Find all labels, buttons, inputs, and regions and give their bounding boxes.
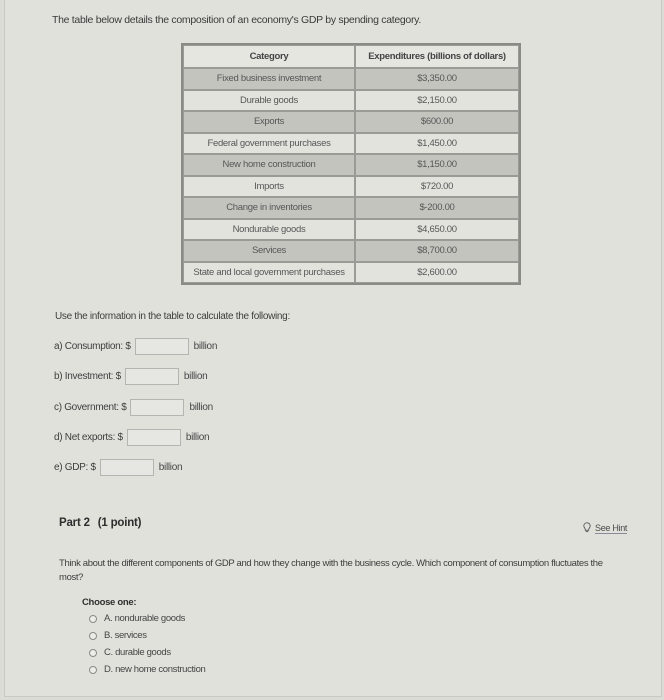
- radio-button[interactable]: [89, 615, 97, 623]
- value-cell: $600.00: [355, 111, 519, 133]
- table-row: [183, 240, 519, 262]
- value-cell: $2,150.00: [355, 90, 519, 112]
- choose-one-label: Choose one:: [82, 597, 137, 608]
- government-label: c) Government: $: [54, 402, 127, 413]
- table-row: [183, 176, 519, 198]
- table-row: [183, 111, 519, 133]
- option-label: A. nondurable goods: [104, 613, 186, 624]
- category-cell: Services: [183, 240, 355, 262]
- value-cell: $1,150.00: [355, 154, 519, 176]
- net-exports-input[interactable]: [127, 429, 181, 446]
- question-page: [4, 0, 662, 697]
- category-cell: Nondurable goods: [183, 219, 355, 241]
- table-row: [183, 133, 519, 155]
- table-row: [183, 154, 519, 176]
- government-row: [54, 399, 213, 416]
- category-cell: State and local government purchases: [183, 262, 355, 284]
- net-exports-row: [54, 429, 209, 446]
- part2-points: (1 point): [97, 517, 142, 529]
- value-cell: $-200.00: [355, 197, 519, 219]
- option-label: D. new home construction: [104, 664, 206, 675]
- table-row: [183, 219, 519, 241]
- gdp-input[interactable]: [100, 459, 154, 476]
- gdp-unit: billion: [158, 462, 183, 473]
- gdp-row: [54, 459, 182, 476]
- category-cell: Change in inventories: [183, 197, 355, 219]
- investment-row: [54, 368, 207, 385]
- table-header-row: [183, 45, 519, 68]
- consumption-label: a) Consumption: $: [54, 341, 131, 352]
- table-row: [183, 90, 519, 112]
- value-cell: $720.00: [355, 176, 519, 198]
- gdp-label: e) GDP: $: [54, 462, 96, 473]
- part2-heading: [59, 517, 141, 529]
- consumption-input[interactable]: [135, 338, 189, 355]
- radio-button[interactable]: [89, 666, 97, 674]
- option-a[interactable]: [89, 613, 185, 624]
- table-row: [183, 197, 519, 219]
- table-row: [183, 68, 519, 90]
- consumption-row: [54, 338, 217, 355]
- net-exports-unit: billion: [185, 432, 210, 443]
- part1-instruction: Use the information in the table to calculate the following:: [55, 311, 290, 322]
- value-cell: $3,350.00: [355, 68, 519, 90]
- government-unit: billion: [189, 402, 213, 413]
- consumption-unit: billion: [193, 341, 218, 352]
- category-cell: Exports: [183, 111, 355, 133]
- value-cell: $8,700.00: [355, 240, 519, 262]
- table-row: [183, 262, 519, 284]
- category-cell: Durable goods: [183, 90, 355, 112]
- header-category: Category: [183, 45, 355, 68]
- value-cell: $2,600.00: [355, 262, 519, 284]
- lightbulb-icon: [583, 522, 591, 535]
- investment-unit: billion: [183, 371, 208, 382]
- category-cell: New home construction: [183, 154, 355, 176]
- option-b[interactable]: [89, 630, 147, 641]
- category-cell: Fixed business investment: [183, 68, 355, 90]
- part2-question: Think about the different components of GDP and how they change with the business cycle. Which component of consumption fluctuates the most?: [59, 558, 603, 583]
- option-d[interactable]: [89, 664, 205, 675]
- category-cell: Imports: [183, 176, 355, 198]
- see-hint-link[interactable]: [583, 522, 627, 535]
- government-input[interactable]: [130, 399, 184, 416]
- radio-button[interactable]: [89, 632, 97, 640]
- category-cell: Federal government purchases: [183, 133, 355, 155]
- investment-label: b) Investment: $: [54, 371, 121, 382]
- option-c[interactable]: [89, 647, 171, 658]
- value-cell: $4,650.00: [355, 219, 519, 241]
- intro-text: The table below details the composition of an economy's GDP by spending category.: [52, 14, 421, 26]
- investment-input[interactable]: [125, 368, 179, 385]
- net-exports-label: d) Net exports: $: [54, 432, 123, 443]
- option-label: C. durable goods: [104, 647, 171, 658]
- radio-button[interactable]: [89, 649, 97, 657]
- value-cell: $1,450.00: [355, 133, 519, 155]
- gdp-table: [181, 43, 521, 285]
- see-hint-label[interactable]: See Hint: [595, 523, 628, 533]
- option-label: B. services: [104, 630, 147, 641]
- header-expenditures: Expenditures (billions of dollars): [355, 45, 519, 68]
- part2-title: Part 2: [59, 517, 90, 529]
